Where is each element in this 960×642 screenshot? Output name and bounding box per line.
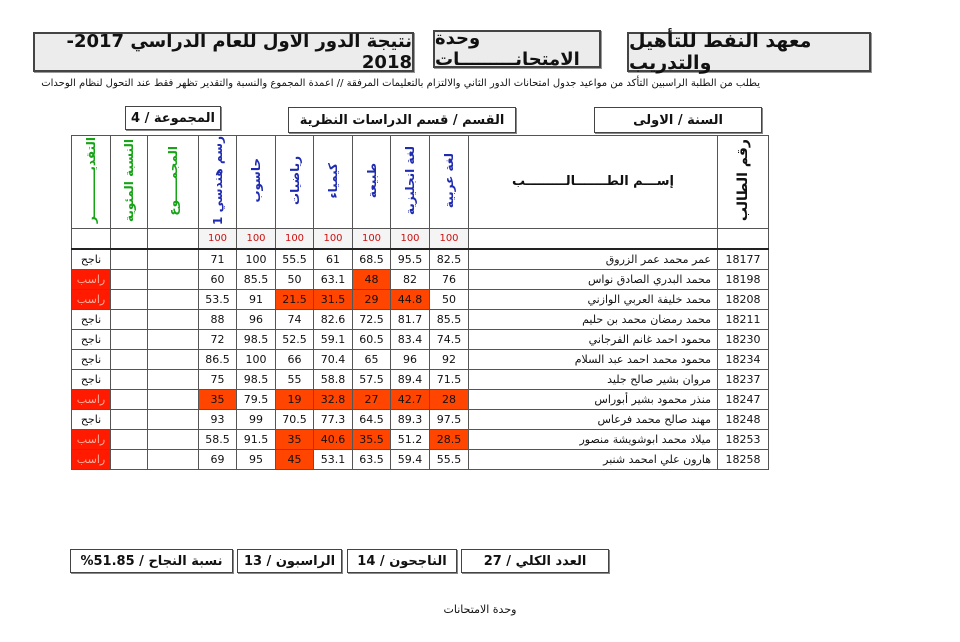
summary-total: العدد الكلي / 27 (461, 549, 609, 573)
mark-cell: 71.5 (430, 369, 469, 389)
mark-cell: 19 (276, 389, 314, 409)
result-cell: ناجح (72, 369, 111, 389)
col-header-physics: طبيعة (353, 136, 391, 229)
percent-cell (111, 269, 148, 289)
result-cell: ناجح (72, 349, 111, 369)
group-field: المجموعة / 4 (125, 106, 221, 130)
mark-cell: 21.5 (276, 289, 314, 309)
mark-cell: 35.5 (353, 429, 391, 449)
max-blank (111, 228, 148, 249)
mark-cell: 75 (199, 369, 237, 389)
mark-cell: 82.6 (314, 309, 353, 329)
total-cell (148, 309, 199, 329)
mark-cell: 60 (199, 269, 237, 289)
mark-cell: 35 (276, 429, 314, 449)
mark-cell: 27 (353, 389, 391, 409)
total-cell (148, 449, 199, 469)
mark-cell: 92 (430, 349, 469, 369)
result-cell: راسب (72, 289, 111, 309)
student-id: 18258 (718, 449, 769, 469)
year-field: السنة / الاولى (594, 107, 762, 133)
col-header-math: رياضيات (276, 136, 314, 229)
result-cell: راسب (72, 269, 111, 289)
col-header-computer: حاسوب (237, 136, 276, 229)
percent-cell (111, 349, 148, 369)
max-mark: 100 (276, 228, 314, 249)
result-cell: ناجح (72, 249, 111, 270)
mark-cell: 35 (199, 389, 237, 409)
mark-cell: 96 (391, 349, 430, 369)
mark-cell: 89.3 (391, 409, 430, 429)
mark-cell: 76 (430, 269, 469, 289)
mark-cell: 100 (237, 249, 276, 270)
percent-cell (111, 409, 148, 429)
total-cell (148, 249, 199, 270)
mark-cell: 31.5 (314, 289, 353, 309)
mark-cell: 58.8 (314, 369, 353, 389)
percent-cell (111, 449, 148, 469)
student-id: 18177 (718, 249, 769, 270)
student-id: 18234 (718, 349, 769, 369)
footer-unit: وحدة الامتحانات (443, 603, 517, 616)
col-header-drawing: رسم هندسي 1 (199, 136, 237, 229)
total-cell (148, 329, 199, 349)
col-header-percent: النسبة المئوية (111, 136, 148, 229)
max-blank (148, 228, 199, 249)
mark-cell: 91.5 (237, 429, 276, 449)
max-blank (72, 228, 111, 249)
mark-cell: 66 (276, 349, 314, 369)
student-id: 18247 (718, 389, 769, 409)
max-blank-name (469, 228, 718, 249)
mark-cell: 40.6 (314, 429, 353, 449)
mark-cell: 53.5 (199, 289, 237, 309)
percent-cell (111, 329, 148, 349)
percent-cell (111, 369, 148, 389)
max-mark: 100 (391, 228, 430, 249)
mark-cell: 42.7 (391, 389, 430, 409)
mark-cell: 89.4 (391, 369, 430, 389)
mark-cell: 70.4 (314, 349, 353, 369)
mark-cell: 70.5 (276, 409, 314, 429)
mark-cell: 82.5 (430, 249, 469, 270)
max-mark: 100 (430, 228, 469, 249)
student-id: 18248 (718, 409, 769, 429)
result-title: نتيجة الدور الاول للعام الدراسي 2017-2018 (33, 32, 414, 72)
notice-text: يطلب من الطلبة الراسبين التأكد من مواعيد جدول امتحانات الدور الثاني والالتزام بالتعليمات المرفقة // اعمدة المجموع والنسبة والتقدير تظهر فقط عند التحول لنظام الوحدات (41, 78, 760, 89)
mark-cell: 74 (276, 309, 314, 329)
mark-cell: 81.7 (391, 309, 430, 329)
mark-cell: 61 (314, 249, 353, 270)
mark-cell: 95 (237, 449, 276, 469)
table-row (72, 289, 769, 309)
mark-cell: 50 (276, 269, 314, 289)
mark-cell: 98.5 (237, 369, 276, 389)
student-id: 18208 (718, 289, 769, 309)
col-header-total: المجمـــــوع (148, 136, 199, 229)
summary-pass-rate: نسبة النجاح / 51.85% (70, 549, 233, 573)
mark-cell: 98.5 (237, 329, 276, 349)
student-name: مهند صالح محمد فرعاس (469, 409, 718, 429)
mark-cell: 69 (199, 449, 237, 469)
mark-cell: 68.5 (353, 249, 391, 270)
total-cell (148, 369, 199, 389)
mark-cell: 59.4 (391, 449, 430, 469)
table-row (72, 309, 769, 329)
unit-title: وحدة الامتحانـــــــــات (433, 30, 601, 68)
percent-cell (111, 309, 148, 329)
result-cell: ناجح (72, 309, 111, 329)
table-row (72, 409, 769, 429)
mark-cell: 50 (430, 289, 469, 309)
max-mark: 100 (237, 228, 276, 249)
mark-cell: 65 (353, 349, 391, 369)
mark-cell: 71 (199, 249, 237, 270)
table-row (72, 429, 769, 449)
mark-cell: 55.5 (430, 449, 469, 469)
table-row (72, 349, 769, 369)
percent-cell (111, 249, 148, 270)
mark-cell: 93 (199, 409, 237, 429)
mark-cell: 96 (237, 309, 276, 329)
mark-cell: 100 (237, 349, 276, 369)
student-name: محمد رمضان محمد بن حليم (469, 309, 718, 329)
result-cell: ناجح (72, 409, 111, 429)
table-row (72, 329, 769, 349)
result-cell: ناجح (72, 329, 111, 349)
mark-cell: 55 (276, 369, 314, 389)
mark-cell: 74.5 (430, 329, 469, 349)
result-cell: راسب (72, 449, 111, 469)
student-name: عمر محمد عمر الزروق (469, 249, 718, 270)
max-blank-id (718, 228, 769, 249)
mark-cell: 53.1 (314, 449, 353, 469)
mark-cell: 59.1 (314, 329, 353, 349)
percent-cell (111, 289, 148, 309)
institute-title: معهد النفط للتأهيل والتدريب (627, 32, 871, 72)
total-cell (148, 349, 199, 369)
mark-cell: 29 (353, 289, 391, 309)
mark-cell: 72 (199, 329, 237, 349)
col-header-english: لغة انجليزية (391, 136, 430, 229)
mark-cell: 95.5 (391, 249, 430, 270)
max-mark: 100 (199, 228, 237, 249)
col-header-grade: التقديـــــــــــر (72, 136, 111, 229)
summary-failed: الراسبون / 13 (237, 549, 342, 573)
col-header-chemistry: كيمياء (314, 136, 353, 229)
student-name: محمود احمد غانم الفرجاني (469, 329, 718, 349)
mark-cell: 28.5 (430, 429, 469, 449)
max-mark: 100 (353, 228, 391, 249)
student-name: محمود محمد احمد عبد السلام (469, 349, 718, 369)
mark-cell: 51.2 (391, 429, 430, 449)
mark-cell: 48 (353, 269, 391, 289)
max-mark: 100 (314, 228, 353, 249)
total-cell (148, 409, 199, 429)
summary-passed: الناجحون / 14 (347, 549, 457, 573)
student-id: 18211 (718, 309, 769, 329)
total-cell (148, 389, 199, 409)
mark-cell: 55.5 (276, 249, 314, 270)
student-id: 18230 (718, 329, 769, 349)
mark-cell: 57.5 (353, 369, 391, 389)
mark-cell: 77.3 (314, 409, 353, 429)
mark-cell: 97.5 (430, 409, 469, 429)
table-row (72, 449, 769, 469)
mark-cell: 99 (237, 409, 276, 429)
result-cell: راسب (72, 389, 111, 409)
mark-cell: 91 (237, 289, 276, 309)
mark-cell: 88 (199, 309, 237, 329)
total-cell (148, 289, 199, 309)
mark-cell: 82 (391, 269, 430, 289)
table-row (72, 249, 769, 270)
mark-cell: 60.5 (353, 329, 391, 349)
table-row (72, 369, 769, 389)
mark-cell: 58.5 (199, 429, 237, 449)
mark-cell: 52.5 (276, 329, 314, 349)
result-cell: راسب (72, 429, 111, 449)
student-id: 18253 (718, 429, 769, 449)
mark-cell: 85.5 (237, 269, 276, 289)
student-name: ميلاد محمد ابوشويشة منصور (469, 429, 718, 449)
mark-cell: 63.1 (314, 269, 353, 289)
mark-cell: 45 (276, 449, 314, 469)
mark-cell: 79.5 (237, 389, 276, 409)
col-header-name: إســـم الطـــــــالـــــــــب (469, 136, 718, 229)
total-cell (148, 269, 199, 289)
mark-cell: 28 (430, 389, 469, 409)
student-name: مروان بشير صالح جليد (469, 369, 718, 389)
student-id: 18237 (718, 369, 769, 389)
col-header-arabic: لغة عربية (430, 136, 469, 229)
student-name: محمد خليفة العربي الوازني (469, 289, 718, 309)
table-row (72, 269, 769, 289)
student-name: منذر محمود بشير أبوراس (469, 389, 718, 409)
total-cell (148, 429, 199, 449)
percent-cell (111, 429, 148, 449)
mark-cell: 83.4 (391, 329, 430, 349)
col-header-id: رقم الطالب (718, 136, 769, 229)
mark-cell: 86.5 (199, 349, 237, 369)
student-name: هارون علي امحمد شنبر (469, 449, 718, 469)
results-table (71, 135, 769, 470)
mark-cell: 85.5 (430, 309, 469, 329)
mark-cell: 72.5 (353, 309, 391, 329)
mark-cell: 63.5 (353, 449, 391, 469)
student-id: 18198 (718, 269, 769, 289)
student-name: محمد البدري الصادق نواس (469, 269, 718, 289)
mark-cell: 64.5 (353, 409, 391, 429)
mark-cell: 32.8 (314, 389, 353, 409)
mark-cell: 44.8 (391, 289, 430, 309)
department-field: القسم / قسم الدراسات النظرية (288, 107, 516, 133)
percent-cell (111, 389, 148, 409)
table-row (72, 389, 769, 409)
